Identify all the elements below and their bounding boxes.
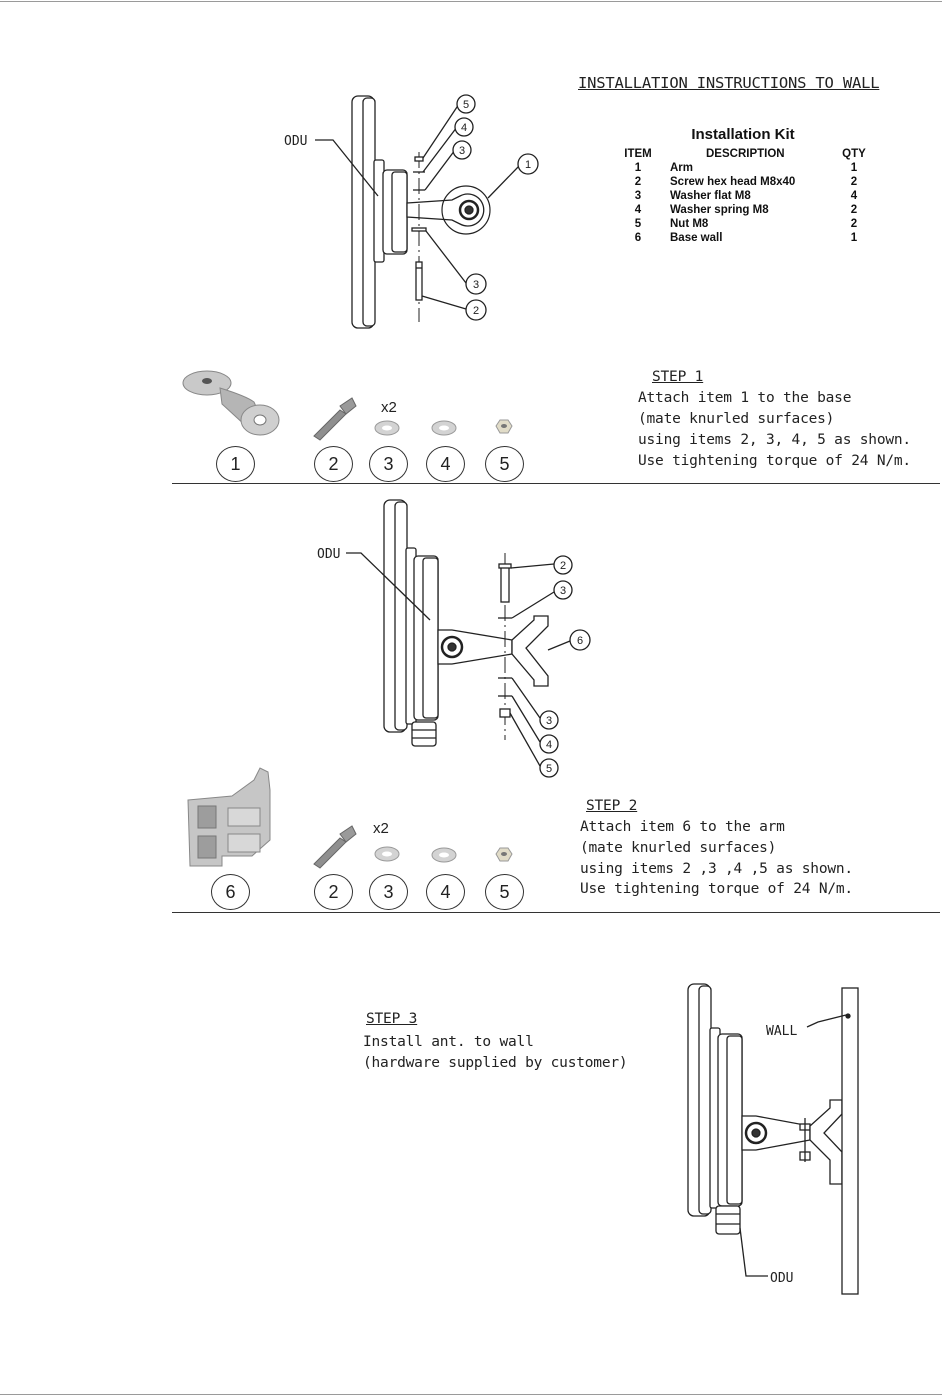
callout-label: 3 [458, 145, 466, 157]
kit-item-description: Washer flat M8 [670, 190, 751, 202]
step2-line: Attach item 6 to the arm [580, 819, 785, 835]
page-bottom-rule [0, 1394, 942, 1395]
kit-item-qty: 1 [850, 162, 858, 174]
kit-col-item: ITEM [624, 148, 652, 160]
callout-label: 5 [462, 99, 470, 111]
part-number: 3 [369, 874, 408, 910]
callout-label: 4 [545, 739, 553, 751]
page-title: INSTALLATION INSTRUCTIONS TO WALL [578, 74, 880, 92]
odu-label: ODU [317, 547, 341, 562]
part-number: 4 [426, 446, 465, 482]
kit-col-description: DESCRIPTION [706, 148, 785, 160]
part-number: 4 [426, 874, 465, 910]
step2-line: (mate knurled surfaces) [580, 840, 777, 856]
kit-item-description: Nut M8 [670, 218, 709, 230]
kit-item-qty: 4 [850, 190, 858, 202]
callout-label: 2 [472, 305, 480, 317]
kit-item-number: 6 [634, 232, 642, 244]
callout-label: 1 [524, 159, 532, 171]
step2-line: using items 2 ,3 ,4 ,5 as shown. [580, 861, 853, 877]
part-number: 5 [485, 874, 524, 910]
quantity-multiplier: x2 [381, 399, 397, 416]
callout-label: 6 [576, 635, 584, 647]
step3-line: Install ant. to wall [363, 1034, 534, 1050]
wall-label: WALL [766, 1024, 798, 1039]
step2-heading: STEP 2 [586, 798, 638, 814]
callout-label: 3 [472, 279, 480, 291]
step3-line: (hardware supplied by customer) [363, 1055, 628, 1071]
kit-item-number: 1 [634, 162, 642, 174]
kit-item-description: Screw hex head M8x40 [670, 176, 796, 188]
part-number: 2 [314, 874, 353, 910]
callout-label: 3 [559, 585, 567, 597]
step2-line: Use tightening torque of 24 N/m. [580, 881, 853, 897]
kit-item-number: 2 [634, 176, 642, 188]
callout-label: 2 [559, 560, 567, 572]
step3-heading: STEP 3 [366, 1011, 418, 1027]
kit-item-qty: 2 [850, 218, 858, 230]
kit-item-qty: 2 [850, 204, 858, 216]
kit-item-description: Base wall [670, 232, 723, 244]
part-number: 1 [216, 446, 255, 482]
step1-line: using items 2, 3, 4, 5 as shown. [638, 432, 911, 448]
step1-line: Use tightening torque of 24 N/m. [638, 453, 911, 469]
callout-label: 5 [545, 763, 553, 775]
kit-item-qty: 1 [850, 232, 858, 244]
kit-item-number: 5 [634, 218, 642, 230]
part-number: 6 [211, 874, 250, 910]
wall-shape [842, 988, 858, 1294]
part-number: 3 [369, 446, 408, 482]
callout-label: 3 [545, 715, 553, 727]
kit-item-qty: 2 [850, 176, 858, 188]
kit-item-number: 4 [634, 204, 642, 216]
kit-item-description: Arm [670, 162, 694, 174]
part-number: 5 [485, 446, 524, 482]
step1-heading: STEP 1 [652, 369, 704, 385]
odu-label: ODU [770, 1271, 794, 1286]
odu-label: ODU [284, 134, 308, 149]
step1-line: (mate knurled surfaces) [638, 411, 835, 427]
kit-item-number: 3 [634, 190, 642, 202]
part-number: 2 [314, 446, 353, 482]
kit-col-qty: QTY [842, 148, 866, 160]
callout-label: 4 [460, 122, 468, 134]
kit-item-description: Washer spring M8 [670, 204, 769, 216]
quantity-multiplier: x2 [373, 820, 389, 837]
step1-line: Attach item 1 to the base [638, 390, 852, 406]
kit-title: Installation Kit [691, 126, 795, 143]
